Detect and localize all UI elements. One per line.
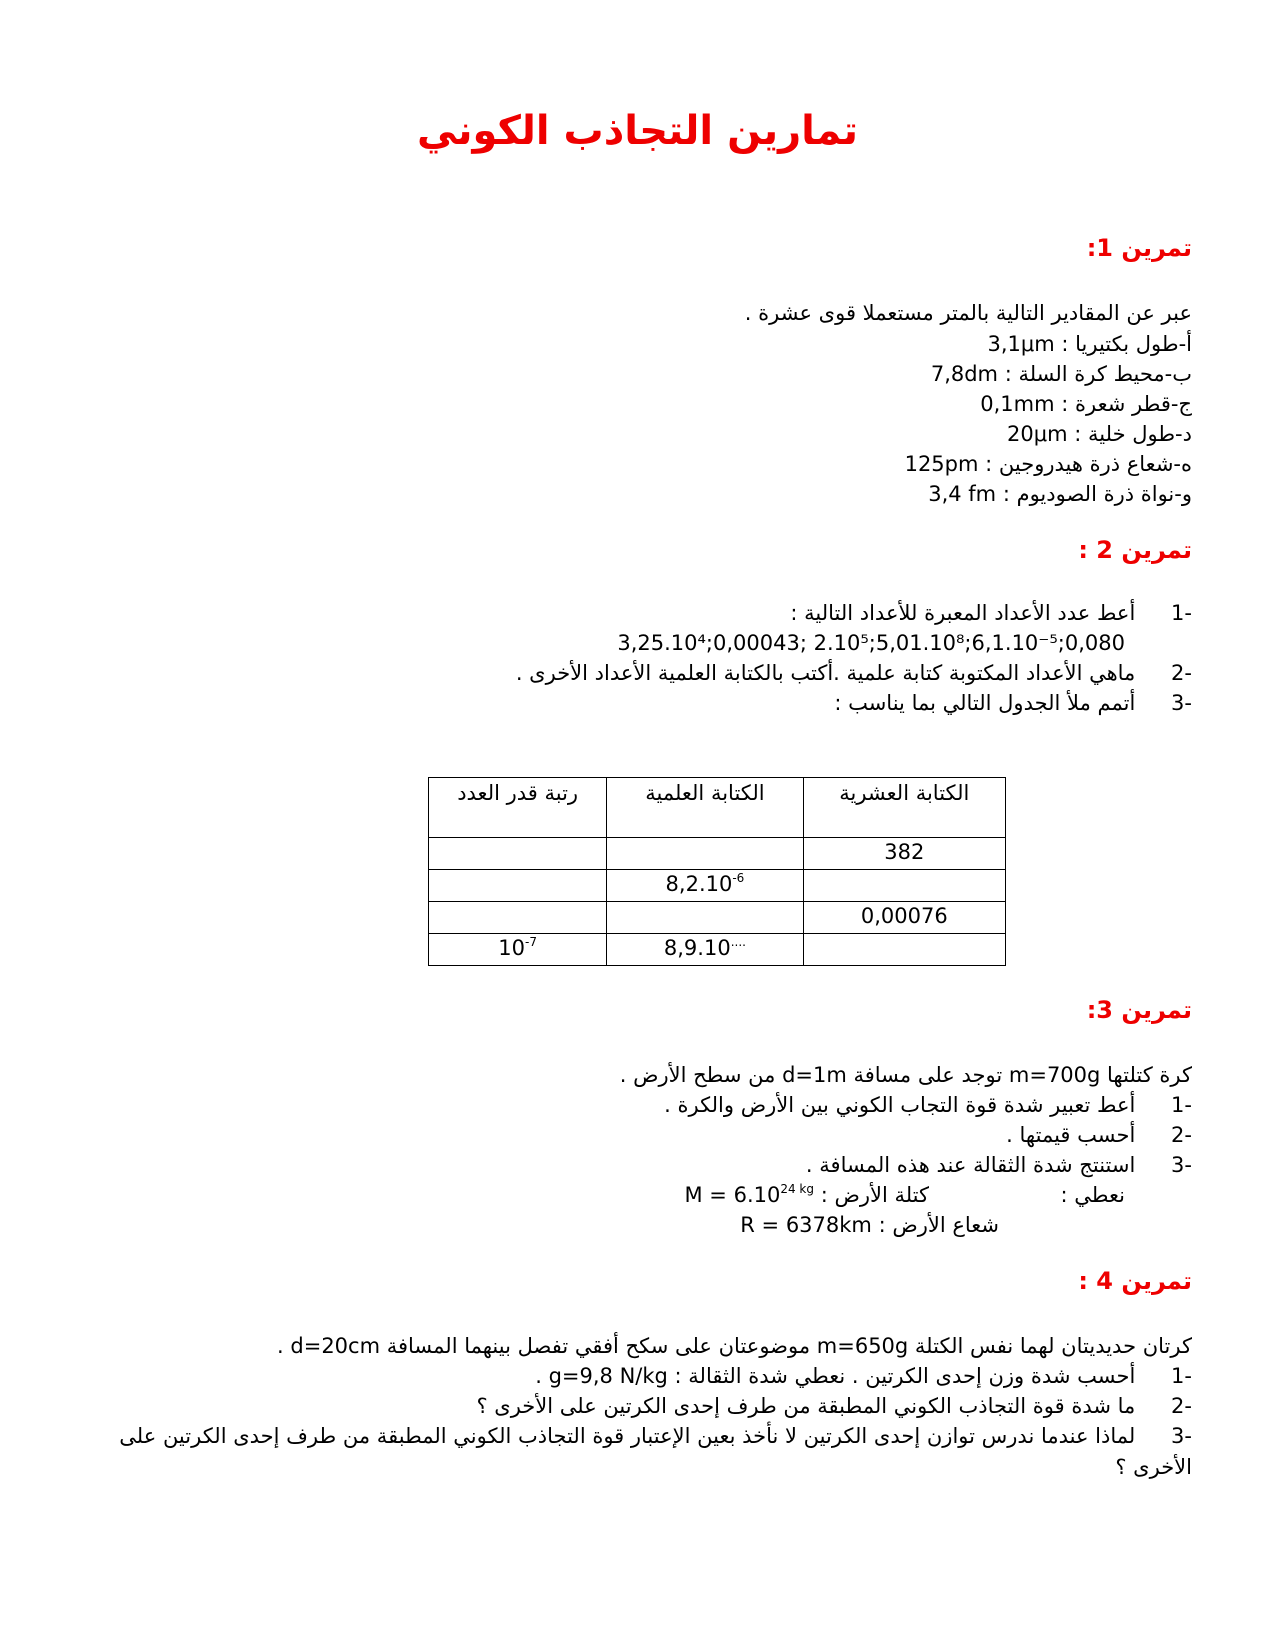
- exercise-2-table: [428, 777, 1006, 966]
- exercise-1-item: ه-شعاع ذرة هيدروجين : 125pm: [904, 452, 1192, 476]
- exercise-1-item: و-نواة ذرة الصوديوم : 3,4 fm: [928, 482, 1192, 506]
- exercise-1-heading: تمرين 1:: [1086, 234, 1192, 262]
- table-header-order: رتبة قدر العدد: [429, 778, 607, 838]
- exercise-3-question-3: -3 استنتج شدة الثقالة عند هذه المسافة .: [805, 1153, 1192, 1177]
- exercise-1-intro: عبر عن المقادير التالية بالمتر مستعملا قوى عشرة .: [744, 301, 1192, 325]
- exercise-3-radius: شعاع الأرض : R = 6378km: [740, 1213, 999, 1237]
- page-title: تمارين التجاذب الكوني: [417, 108, 858, 154]
- exercise-4-question-2: -2 ما شدة قوة التجاذب الكوني المطبقة من طرف إحدى الكرتين على الأخرى ؟: [476, 1394, 1192, 1418]
- cell-decimal: 382: [803, 838, 1005, 870]
- exercise-1-item: أ-طول بكتيريا : 3,1μm: [987, 332, 1192, 356]
- exercise-4-question-3: -3 لماذا عندما ندرس توازن إحدى الكرتين لا نأخذ بعين الإعتبار قوة التجاذب الكوني المطبقة من طرف إحدى الكرتين على الأخرى ؟: [119, 1424, 1192, 1479]
- table-row: [429, 902, 1006, 934]
- exercise-3-intro: كرة كتلتها m=700g توجد على مسافة d=1m من سطح الأرض .: [619, 1063, 1192, 1087]
- exercise-4-intro: كرتان حديديتان لهما نفس الكتلة m=650g موضوعتان على سكح أفقي تفصل بينهما المسافة d=20cm .: [277, 1334, 1192, 1358]
- cell-scientific: 8,9.10....: [607, 934, 803, 966]
- table-row: [429, 838, 1006, 870]
- cell-order: [429, 870, 607, 902]
- cell-scientific: [607, 838, 803, 870]
- exercise-4-heading: تمرين 4 :: [1078, 1267, 1192, 1295]
- table-row: [429, 870, 1006, 902]
- table-header-row: [429, 778, 1006, 838]
- cell-scientific: $8,2.10^{-6}$: [607, 870, 803, 902]
- exercise-3-mass: كتلة الأرض : $M = 6.10^{24 kg}$: [684, 1182, 929, 1207]
- table-header-decimal: الكتابة العشرية: [803, 778, 1005, 838]
- exercise-1-item: ج-قطر شعرة : 0,1mm: [980, 392, 1192, 416]
- table-header-scientific: الكتابة العلمية: [607, 778, 803, 838]
- exercise-3-heading: تمرين 3:: [1086, 996, 1192, 1024]
- cell-order: [429, 902, 607, 934]
- exercise-2-question-1: -1 أعط عدد الأعداد المعبرة للأعداد التالية :: [790, 601, 1192, 625]
- cell-decimal: [803, 934, 1005, 966]
- cell-order: [429, 838, 607, 870]
- exercise-3-question-2: -2 أحسب قيمتها .: [1006, 1123, 1192, 1147]
- exercise-2-numbers: 3,25.10⁴;0,00043; 2.10⁵;5,01.10⁸;6,1.10⁻⁵;0,080: [617, 631, 1125, 655]
- cell-scientific: [607, 902, 803, 934]
- table-row: [429, 934, 1006, 966]
- exercise-2-question-2: -2 ماهي الأعداد المكتوبة كتابة علمية .أكتب بالكتابة العلمية الأعداد الأخرى .: [515, 661, 1192, 685]
- exercise-2-question-3: -3 أتمم ملأ الجدول التالي بما يناسب :: [834, 691, 1192, 715]
- cell-order: $10^{-7}$: [429, 934, 607, 966]
- exercise-2-heading: تمرين 2 :: [1078, 536, 1192, 564]
- exercise-1-item: ب-محيط كرة السلة : 7,8dm: [930, 362, 1192, 386]
- cell-decimal: 0,00076: [803, 902, 1005, 934]
- exercise-4-question-1: -1 أحسب شدة وزن إحدى الكرتين . نعطي شدة الثقالة : g=9,8 N/kg .: [535, 1364, 1192, 1388]
- exercise-1-item: د-طول خلية : 20μm: [1007, 422, 1192, 446]
- exercise-3-given-label: نعطي :: [1060, 1183, 1125, 1207]
- exercise-3-question-1: -1 أعط تعبير شدة قوة التجاب الكوني بين الأرض والكرة .: [664, 1093, 1192, 1117]
- cell-decimal: [803, 870, 1005, 902]
